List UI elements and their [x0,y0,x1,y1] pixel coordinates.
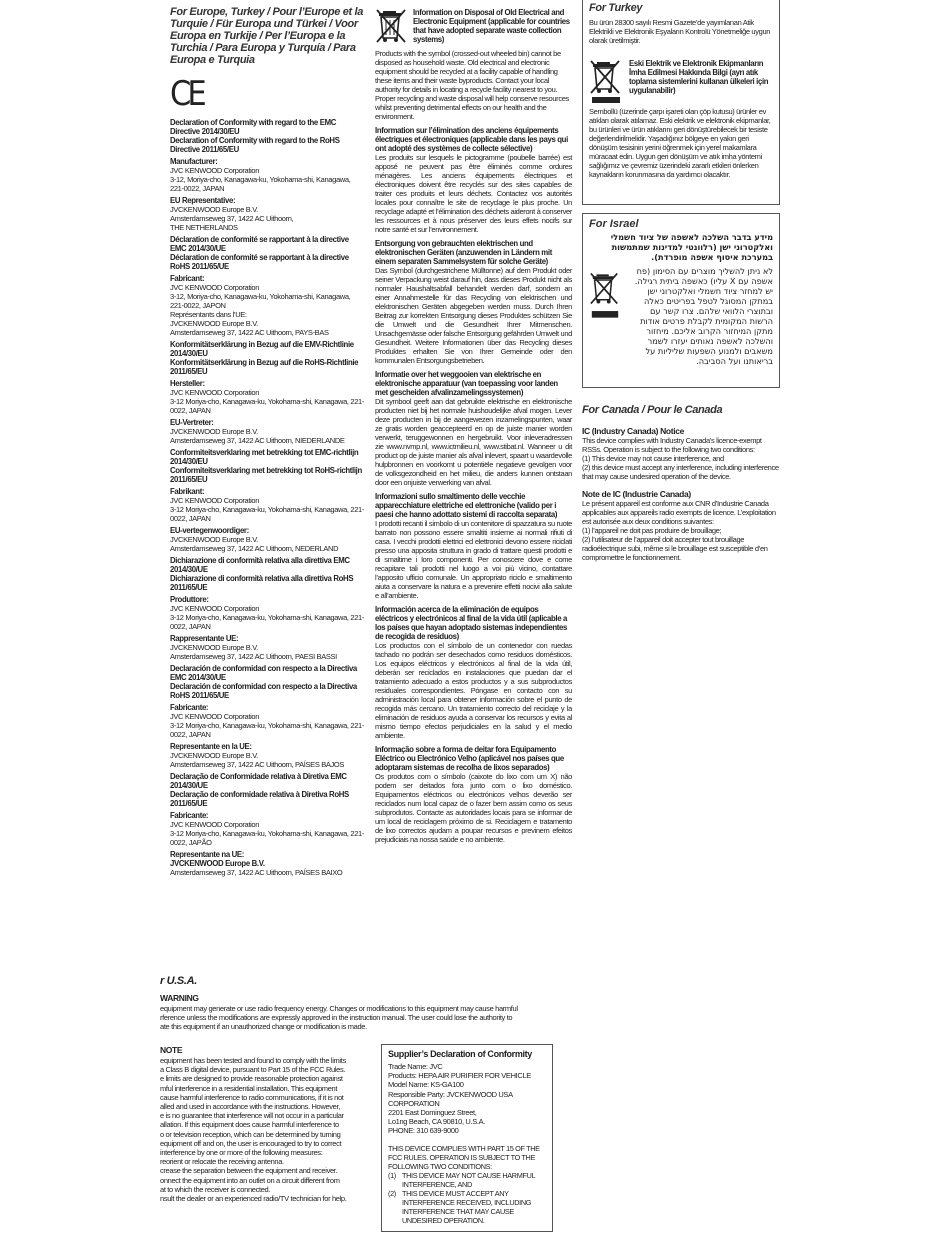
declaration-block [170,448,365,484]
declaration-heading: Déclaration de conformité se rapportant à la directive RoHS 2011/65/UE [170,253,349,271]
declaration-block [170,556,365,592]
canada-section [582,404,780,562]
weee-body: Das Symbol (durchgestrichene Mülltonne) auf dem Produkt oder seiner Verpackung weist darauf hin, dass dieses Produkt nicht als normaler Haushaltsabfall behandelt werden darf, sondern an einer Annahmestelle für das Recycling von elektrischen und elektronischen Geräten abgegeben werden muss. Durch Ihren Beitrag zur korrekten Entsorgung dieses Produktes schützen Sie die Umwelt und die Gesundheit Ihrer Mitmenschen. Unsachgemässe oder falsche Entsorgung gefährden Umwelt und Gesundheit. Weitere Informationen über das Recycling dieses Produktes erhalten Sie von Ihrer Gemeinde oder den kommunalen Entsorgungsbetrieben. [375,266,572,365]
declaration-heading: Dichiarazione di conformità relativa alla direttiva RoHS 2011/65/UE [170,574,354,592]
declaration-block [170,811,365,847]
canada-fr-body: Le présent appareil est conforme aux CNR d’Industrie Canada applicables aux appareils radio exempts de licence. L’exploitation est autorisée aux deux conditions suivantes: (1) l’appareil ne doit pas produire de brouillage; (2) l’utilisateur de l’appareil doit accepter tout brouillage radioélectrique subi, même si le brouillage est susceptible d’en compromettre le fonctionnement. [582,499,776,562]
israel-box [582,213,780,388]
declaration-subheading: Produttore: [170,595,209,604]
usa-note-body: equipment has been tested and found to comply with the limits a Class B digital device, pursuant to Part 15 of the FCC Rules. e limits are designed to provide reasonable protection against mful interference in a residential installation. This equipment cause harmful interference to radio communications, if it is not alled and used in accordance with the instructions. However, e is no guarantee that interference will not occur in a particular allation. If this equipment does cause harmful interference to o or television reception, which can be determined by turning equipment off and on, the user is encouraged to try to correct interference by one or more of the following measures: reorient or relocate the receiving antenna. crease the separation between the equipment and receiver. onnect the equipment into an outlet on a circuit different from at to which the receiver is connected. nsult the dealer or an experienced radio/TV technician for help. [160,1056,347,1204]
declaration-block [170,664,365,700]
declaration-block [170,634,365,661]
europe-column [170,6,365,880]
weee-section [375,370,572,487]
declaration-heading: Conformiteitsverklaring met betrekking tot EMC-richtlijn 2014/30/EU [170,448,359,466]
declaration-body: JVCKENWOOD Europe B.V. Amsterdamseweg 37, 1422 AC Uithoorn, NIEDERLANDE [170,427,345,445]
weee-section [375,126,572,234]
declaration-body: JVC KENWOOD Corporation 3-12, Moriya-cho, Kanagawa-ku, Yokohama-shi, Kanagawa, 221-0022, JAPAN [170,166,351,193]
declaration-subheading: Fabricante: [170,811,209,820]
weee-body: Dit symbool geeft aan dat gebruikte elektrische en elektronische producten niet bij het normale huishoudelijke afval mogen. Lever deze producten in bij de aangewezen inzamelingspunten, waar ze gratis worden geaccepteerd en op de juiste manier worden verwerkt, teruggewonnen en hergebruikt. Voor inleveradressen zie www.nvmp.nl, www.ictmilieu.nl, www.stibat.nl. Wanneer u dit product op de juiste manier als afval inlevert, spaart u waardevolle hulpbronnen en voorkomt u potentiële negatieve gevolgen voor de volksgezondheid en het milieu, die anders kunnen ontstaan door een onjuiste verwerking van afval. [375,397,572,487]
declaration-body: JVC KENWOOD Corporation 3-12 Moriya-cho, Kanagawa-ku, Yokohama-shi, Kanagawa, 221-0022, JAPAN [170,712,364,739]
declaration-heading: Conformiteitsverklaring met betrekking tot RoHS-richtlijn 2011/65/EU [170,466,362,484]
canada-ic-body: This device complies with Industry Canada’s licence-exempt RSSs. Operation is subject to the following two conditions: (1) This device may not cause interference, and (2) this device must accept any interference, including interference that may cause undesired operation of the device. [582,436,779,481]
canada-fr-heading: Note de IC (Industrie Canada) [582,489,691,499]
turkey-weee [589,59,773,105]
declaration-subheading: Manufacturer: [170,157,218,166]
declaration-heading: Declaração de conformidade relativa à Diretiva RoHS 2011/65/UE [170,790,349,808]
right-column [582,0,780,562]
declaration-block [170,742,365,769]
weee-body: I prodotti recanti il simbolo di un contenitore di spazzatura su ruote barrato non possono essere smaltiti insieme ai normali rifiuti di casa. I vecchi prodotti elettrici ed elettronici devono essere riciclati presso una apposita struttura in grado di trattare questi prodotti e di smaltirne i loro componenti. Per conoscere dove e come recapitare tali prodotti nel luogo a voi più vicino, contattare l’apposito ufficio comunale. Un appropriato riciclo e smaltimento aiuta a conservare la natura e a prevenire effetti nocivi alla salute e all’ambiente. [375,519,572,600]
ce-mark-logo: CE [170,74,203,114]
declaration-block [170,118,365,154]
declaration-block [170,526,365,553]
israel-title: For Israel [589,218,639,230]
weee-heading: Informação sobre a forma de deitar fora Equipamento Eléctrico ou Electrónico Velho (aplicável nos países que adoptaram sistemas de recolha de lixos separados) [375,745,564,772]
declaration-heading: Declaration of Conformity with regard to the RoHS Directive 2011/65/EU [170,136,340,154]
declaration-heading: Déclaration de conformité se rapportant à la directive EMC 2014/30/UE [170,235,349,253]
fcc-condition-number: (1) [388,1170,396,1180]
declaration-block [170,196,365,232]
weee-heading: Information sur l’élimination des anciens équipements électriques et électroniques (applicable dans les pays qui ont adopté des systèmes de collecte sélective) [375,126,568,153]
declaration-block [170,379,365,415]
declaration-heading: Konformitätserklärung in Bezug auf die RoHS-Richtlinie 2011/65/EU [170,358,359,376]
turkey-title: For Turkey [589,2,643,14]
declaration-body: JVC KENWOOD Corporation 3-12 Moriya-cho, Kanagawa-ku, Yokohama-shi, Kanagawa, 221-0022, JAPAN [170,604,364,631]
declaration-subheading: Representante en la UE: [170,742,252,751]
israel-weee [589,266,773,366]
usa-note [160,1045,375,1203]
declaration-block [170,340,365,376]
declaration-subheading: Fabrikant: [170,487,205,496]
fcc-condition-item [388,1171,546,1189]
declaration-heading: Declaración de conformidad con respecto a la Directiva EMC 2014/30/UE [170,664,357,682]
turkey-box [582,0,780,205]
declaration-subheading: Fabricante: [170,703,209,712]
canada-title: For Canada / Pour le Canada [582,404,723,416]
declaration-subheading: Representante na UE: [170,850,245,859]
europe-declarations [170,118,365,877]
weee-body: Products with the symbol (crossed-out wheeled bin) cannot be disposed as household waste. Old electrical and electronic equipment should be recycled at a facility capable of handling these items and their waste byproducts. Contact your local authority for details in locating a recycle facility nearest to you. Proper recycling and waste disposal will help conserve resources whilst preventing detrimental effects on our health and the environment. [375,49,569,121]
declaration-bold-line: JVCKENWOOD Europe B.V. [170,859,265,868]
declaration-body: JVCKENWOOD Europe B.V. Amsterdamseweg 37, 1422 AC Uithoorn, THE NETHERLANDS [170,205,294,232]
weee-heading: Informazioni sullo smaltimento delle vecchie apparecchiature elettriche ed elettroniche (valido per i paesi che hanno adottato sistemi di raccolta separata) [375,492,558,519]
declaration-block [170,235,365,271]
declaration-heading: Declaration of Conformity with regard to the EMC Directive 2014/30/EU [170,118,337,136]
turkey-heading: Eski Elektrik ve Elektronik Ekipmanların İmha Edilmesi Hakkında Bilgi (ayrı atık toplama sistemlerini kullanan ülkeleri için uygulanabilir) [629,59,769,95]
declaration-block [170,157,365,193]
fcc-condition-number: (2) [388,1188,396,1198]
declaration-body: JVCKENWOOD Europe B.V. Amsterdamseweg 37, 1422 AC Uithoorn, NEDERLAND [170,535,339,553]
fcc-condition-text: THIS DEVICE MUST ACCEPT ANY INTERFERENCE RECEIVED, INCLUDING INTERFERENCE THAT MAY CAUSE UNDESIRED OPERATION. [402,1188,532,1225]
declaration-block [170,772,365,808]
declaration-block [170,850,365,877]
fcc-condition-text: THIS DEVICE MAY NOT CAUSE HARMFUL INTERFERENCE, AND [402,1170,535,1189]
usa-title: r U.S.A. [160,975,197,987]
declaration-body: JVC KENWOOD Corporation 3-12 Moriya-cho, Kanagawa-ku, Yokohama-shi, Kanagawa, 221-0022, JAPAN [170,496,364,523]
weee-body: Los productos con el símbolo de un contenedor con ruedas tachado no podrán ser desechados como residuos domésticos. Los equipos eléctricos y electrónicos al final de la vida útil, deberán ser reciclados en instalaciones que puedan dar el tratamiento adecuado a estos productos y a sus subproductos residuales correspondientes. Póngase en contacto con su administración local para obtener información sobre el punto de recogida más cercano. Un tratamiento correcto del reciclaje y la eliminación de residuos ayuda a conservar los recursos y evita al mismo tiempo efectos perjudiciales en la salud y el medio ambiente. [375,641,572,740]
usa-warning-body: equipment may generate or use radio frequency energy. Changes or modifications to this equipment may cause harmful rference unless the modifications are expressly approved in the instruction manual. The user could lose the authority to ate this equipment if an unauthorized change or modification is made. [160,1004,518,1032]
declaration-block [170,595,365,631]
turkey-body: Sembollü (üzerinde çarpı işareti olan çöp kutusu) ürünler ev atıkları olarak atılamaz. Eski elektrik ve elektronik ekipmanlar, bu ürünleri ve ürün atıklarını geri dönüştürebilecek bir tesiste değerlendirilmelidir. Yaşadığınız bölgeye en yakın geri dönüşüm tesisinin yerini öğrenmek için yerel makamlara müracaat edin. Uygun geri dönüşüm ve atık imha yöntemi sağlığımız ve çevremiz üzerindeki zararlı etkileri önlerken kaynakların korunmasına da yardımcı olacaktır. [589,107,771,179]
weee-heading: Informatie over het weggooien van elektrische en elektronische apparatuur (van toepassing voor landen met gescheiden afvalinzamelingssystemen) [375,370,558,397]
declaration-subheading: Hersteller: [170,379,205,388]
weee-heading: Información acerca de la eliminación de equipos eléctricos y electrónicos al final de la vida útil (aplicable a los países que hayan adoptado sistemas independientes de recogida de residuos) [375,605,568,641]
declaration-subheading: Rappresentante UE: [170,634,239,643]
declaration-heading: Dichiarazione di conformità relativa alla direttiva EMC 2014/30/UE [170,556,350,574]
declaration-heading: Declaração de Conformidade relativa à Diretiva EMC 2014/30/UE [170,772,347,790]
crossed-out-wheeled-bin-icon [589,59,623,105]
declaration-heading: Declaración de conformidad con respecto a la Directiva RoHS 2011/65/UE [170,682,357,700]
declaration-body: JVCKENWOOD Europe B.V. Amsterdamseweg 37, 1422 AC Uithoorn, PAÍSES BAJOS [170,751,345,769]
weee-sections [375,126,572,844]
declaration-body: JVCKENWOOD Europe B.V. Amsterdamseweg 37, 1422 AC Uithoorn, PAESI BASSI [170,643,337,661]
declaration-body: JVC KENWOOD Corporation 3-12, Moriya-cho, Kanagawa-ku, Yokohama-shi, Kanagawa, 221-0022, JAPON Représentants dans l’UE: JVCKENWOOD Europe B.V. Amsterdamseweg 37, 1422 AC Uithoorn, PAYS-BAS [170,283,351,337]
crossed-out-wheeled-bin-icon [589,270,621,322]
weee-section [375,605,572,740]
declaration-subheading: EU-vertegenwoordiger: [170,526,249,535]
weee-heading: Entsorgung von gebrauchten elektrischen und elektronischen Geräten (anzuwenden in Ländern mit einem separaten Sammelsystem für solche Geräte) [375,239,552,266]
fcc-condition-item [388,1189,546,1225]
declaration-subheading: EU Representative: [170,196,236,205]
declaration-subheading: Fabricant: [170,274,205,283]
weee-column [375,8,572,847]
weee-section [375,239,572,365]
weee-section [375,492,572,600]
declaration-body: JVC KENWOOD Corporation 3-12 Moriya-cho, Kanagawa-ku, Yokohama-shi, Kanagawa, 221-0022, JAPAN [170,388,364,415]
fcc-intro: THIS DEVICE COMPLIES WITH PART 15 OF THE FCC RULES. OPERATION IS SUBJECT TO THE FOLLOWING TWO CONDITIONS: [388,1143,540,1171]
weee-first-section [413,8,572,44]
usa-warning-heading: WARNING [160,993,199,1003]
supplier-declaration-box [381,1044,553,1232]
crossed-out-wheeled-bin-icon [375,8,409,48]
weee-header [375,8,572,48]
supplier-details: Trade Name: JVC Products: HEPA AIR PURIFIER FOR VEHICLE Model Name: KS-GA100 Responsible Party: JVCKENWOOD USA CORPORATION 2201 East Dominguez Street, Lo1ng Beach, CA 90810, U.S.A. PHONE: 310 639-9000 [388,1062,531,1136]
declaration-block [170,418,365,445]
declaration-block [170,703,365,739]
canada-ic-heading: IC (Industry Canada) Notice [582,426,685,436]
usa-section [160,975,560,1032]
fcc-conditions [388,1171,546,1225]
weee-first-body [375,49,572,121]
israel-heading: מידע בדבר השלכה לאשפה של ציוד חשמלי ואלקטרוני ישן (רלוונטי למדינות שמתמשות במערכת איסוף אשפה מופרדת). [610,232,773,262]
declaration-body: JVC KENWOOD Corporation 3-12 Moriya-cho, Kanagawa-ku, Yokohama-shi, Kanagawa, 221-0022, JAPÃO [170,820,364,847]
weee-body: Os produtos com o símbolo (caixote do lixo com um X) não podem ser deitados fora junto com o lixo doméstico. Equipamentos eléctricos ou electrónicos velhos deverão ser reciclados num local capaz de o fazer bem assim como os seus subprodutos. Contacte as autoridades locais para se informar de um local de reciclagem próximo de si. Reciclagem e tratamento de lixo correctos ajudam a poupar recursos e previnem efeitos prejudiciais na nossa saúde e no ambiente. [375,772,572,844]
declaration-subheading: EU-Vertreter: [170,418,214,427]
declaration-heading: Konformitätserklärung in Bezug auf die EMV-Richtlinie 2014/30/EU [170,340,354,358]
europe-title: For Europe, Turkey / Pour l’Europe et la Turquie / Für Europa und Türkei / Voor Europa en Turkije / Per l’Europa e la Turchia / Para Europa y Turquía / Para Europa e Turquia [170,6,364,66]
weee-heading: Information on Disposal of Old Electrical and Electronic Equipment (applicable for countries that have adopted separate waste collection systems) [413,8,570,44]
weee-section [375,745,572,844]
usa-note-heading: NOTE [160,1045,183,1055]
turkey-intro: Bu ürün 28300 sayılı Resmi Gazete’de yayımlanan Atik Elektrikli ve Elektronik Eşyaların Kontrolü Yönetmeliğe uygun olarak üretilmiştir. [589,18,771,45]
weee-body: Les produits sur lesquels le pictogramme (poubelle barrée) est apposé ne peuvent pas être éliminés comme ordures ménagères. Les anciens équipements électriques et électroniques doivent être recyclés sur des sites capables de traiter ces produits et leurs déchets. Contactez vos autorités locales pour connaître le site de recyclage le plus proche. Un recyclage adapté et l’élimination des déchets aideront à conserver les ressources et à nous préserver des leurs effets nocifs sur notre santé et sur l’environnement. [375,153,572,234]
supplier-title: Supplier’s Declaration of Conformity [388,1049,532,1059]
declaration-block [170,487,365,523]
israel-body: לא ניתן להשליך מוצרים עם הסימון (פח אשפה עם X עליו) כאשפה ביתית רגילה. יש למחזר ציוד חשמלי ואלקטרוני ישן במתקן המסוגל לטפל בפריטים כאלה ובתוצרי הלוואי שלהם. צרו קשר עם הרשות המקומית לקבלת פרטים אודות מתקן המיחזור הקרוב אליכם. מיחזור והשלכה לאשפה נאותים יעזרו לשמר משאבים ולמנוע השפעות שליליות על בריאותנו ועל הסביבה. [634,266,773,366]
declaration-body: Amsterdamseweg 37, 1422 AC Uithoorn, PAÍSES BAIXO [170,868,343,877]
declaration-block [170,274,365,337]
